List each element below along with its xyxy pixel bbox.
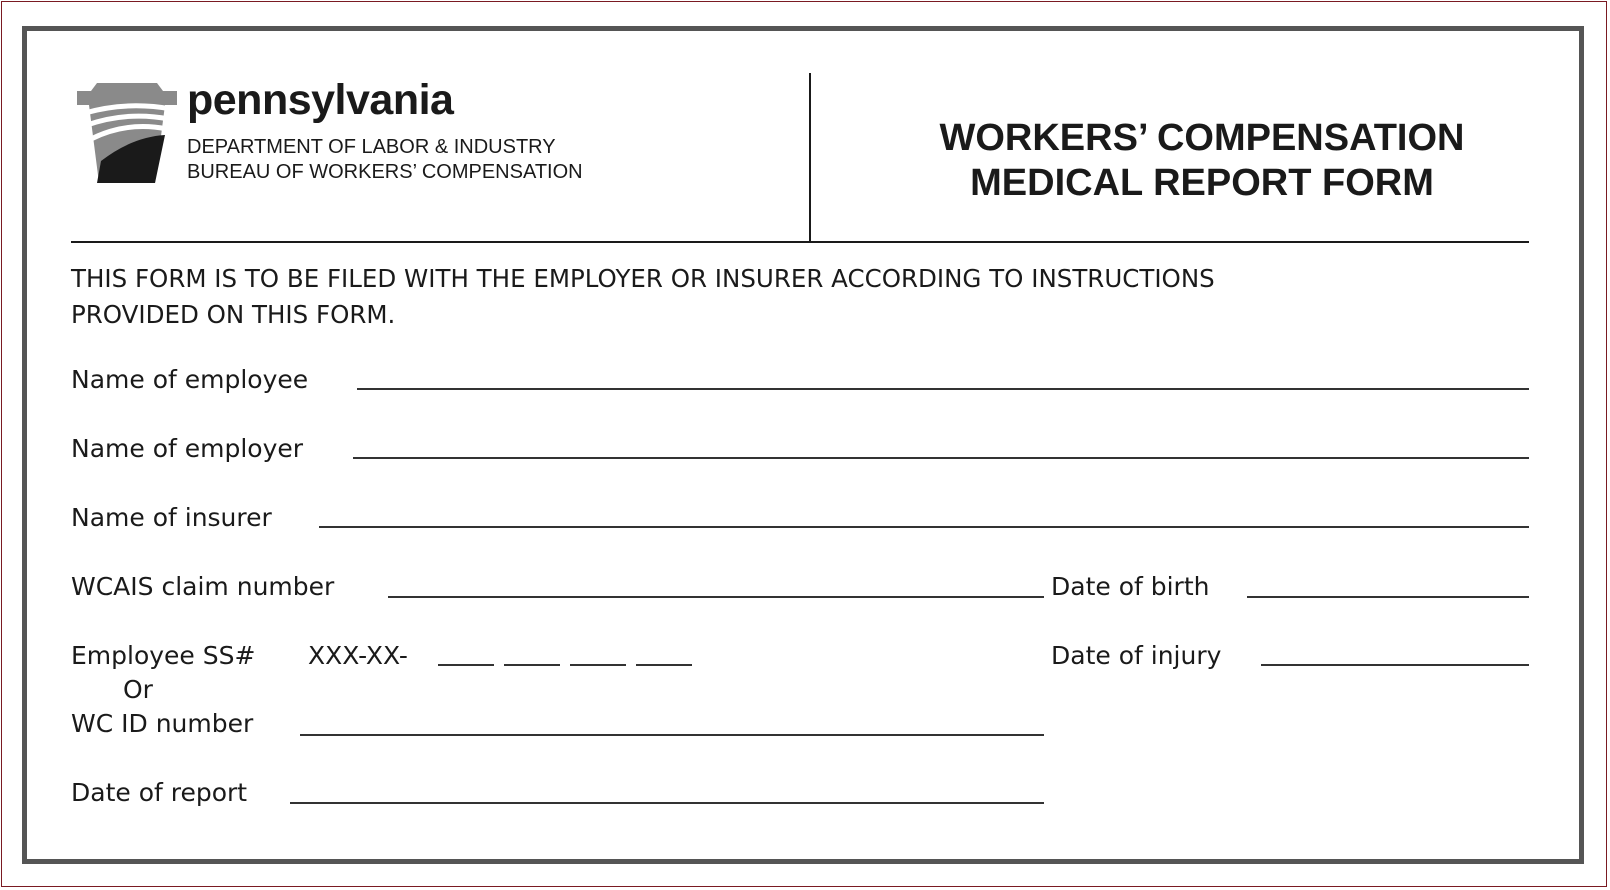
- instructions-line-1: THIS FORM IS TO BE FILED WITH THE EMPLOYER OR INSURER ACCORDING TO INSTRUCTIONS: [71, 264, 1215, 293]
- wc-id-label: WC ID number: [71, 709, 254, 738]
- instructions-line-2: PROVIDED ON THIS FORM.: [71, 300, 396, 329]
- date-of-birth-field[interactable]: [1247, 596, 1529, 598]
- filing-instructions: [71, 261, 1511, 333]
- date-of-birth-label: Date of birth: [1051, 572, 1210, 601]
- claim-number-label: WCAIS claim number: [71, 572, 335, 601]
- date-of-report-field[interactable]: [290, 802, 1044, 804]
- date-of-report-label: Date of report: [71, 778, 248, 807]
- employee-name-label: Name of employee: [71, 365, 309, 394]
- form-page: [22, 26, 1584, 864]
- employee-name-field[interactable]: [357, 388, 1529, 390]
- brand-name: pennsylvania: [187, 76, 454, 124]
- header-divider-vertical: [809, 73, 811, 241]
- insurer-name-label: Name of insurer: [71, 503, 272, 532]
- employer-name-field[interactable]: [353, 457, 1529, 459]
- insurer-name-field[interactable]: [319, 526, 1529, 528]
- keystone-icon: [77, 83, 177, 183]
- ss-digit-3-field[interactable]: [570, 664, 626, 666]
- claim-number-field[interactable]: [388, 596, 1044, 598]
- bureau-name: BUREAU OF WORKERS’ COMPENSATION: [187, 161, 583, 183]
- ss-digit-4-field[interactable]: [636, 664, 692, 666]
- date-of-injury-field[interactable]: [1261, 664, 1529, 666]
- ss-masked-prefix: XXX-XX-: [308, 641, 408, 670]
- department-name: DEPARTMENT OF LABOR & INDUSTRY: [187, 136, 556, 158]
- header-divider-horizontal: [71, 241, 1529, 243]
- employer-name-label: Name of employer: [71, 434, 304, 463]
- or-label: Or: [123, 675, 153, 704]
- ss-number-label: Employee SS#: [71, 641, 256, 670]
- form-title-line-2: MEDICAL REPORT FORM: [970, 162, 1434, 204]
- form-title-line-1: WORKERS’ COMPENSATION: [939, 117, 1465, 159]
- date-of-injury-label: Date of injury: [1051, 641, 1222, 670]
- wc-id-field[interactable]: [300, 734, 1044, 736]
- ss-digit-1-field[interactable]: [438, 664, 494, 666]
- ss-digit-2-field[interactable]: [504, 664, 560, 666]
